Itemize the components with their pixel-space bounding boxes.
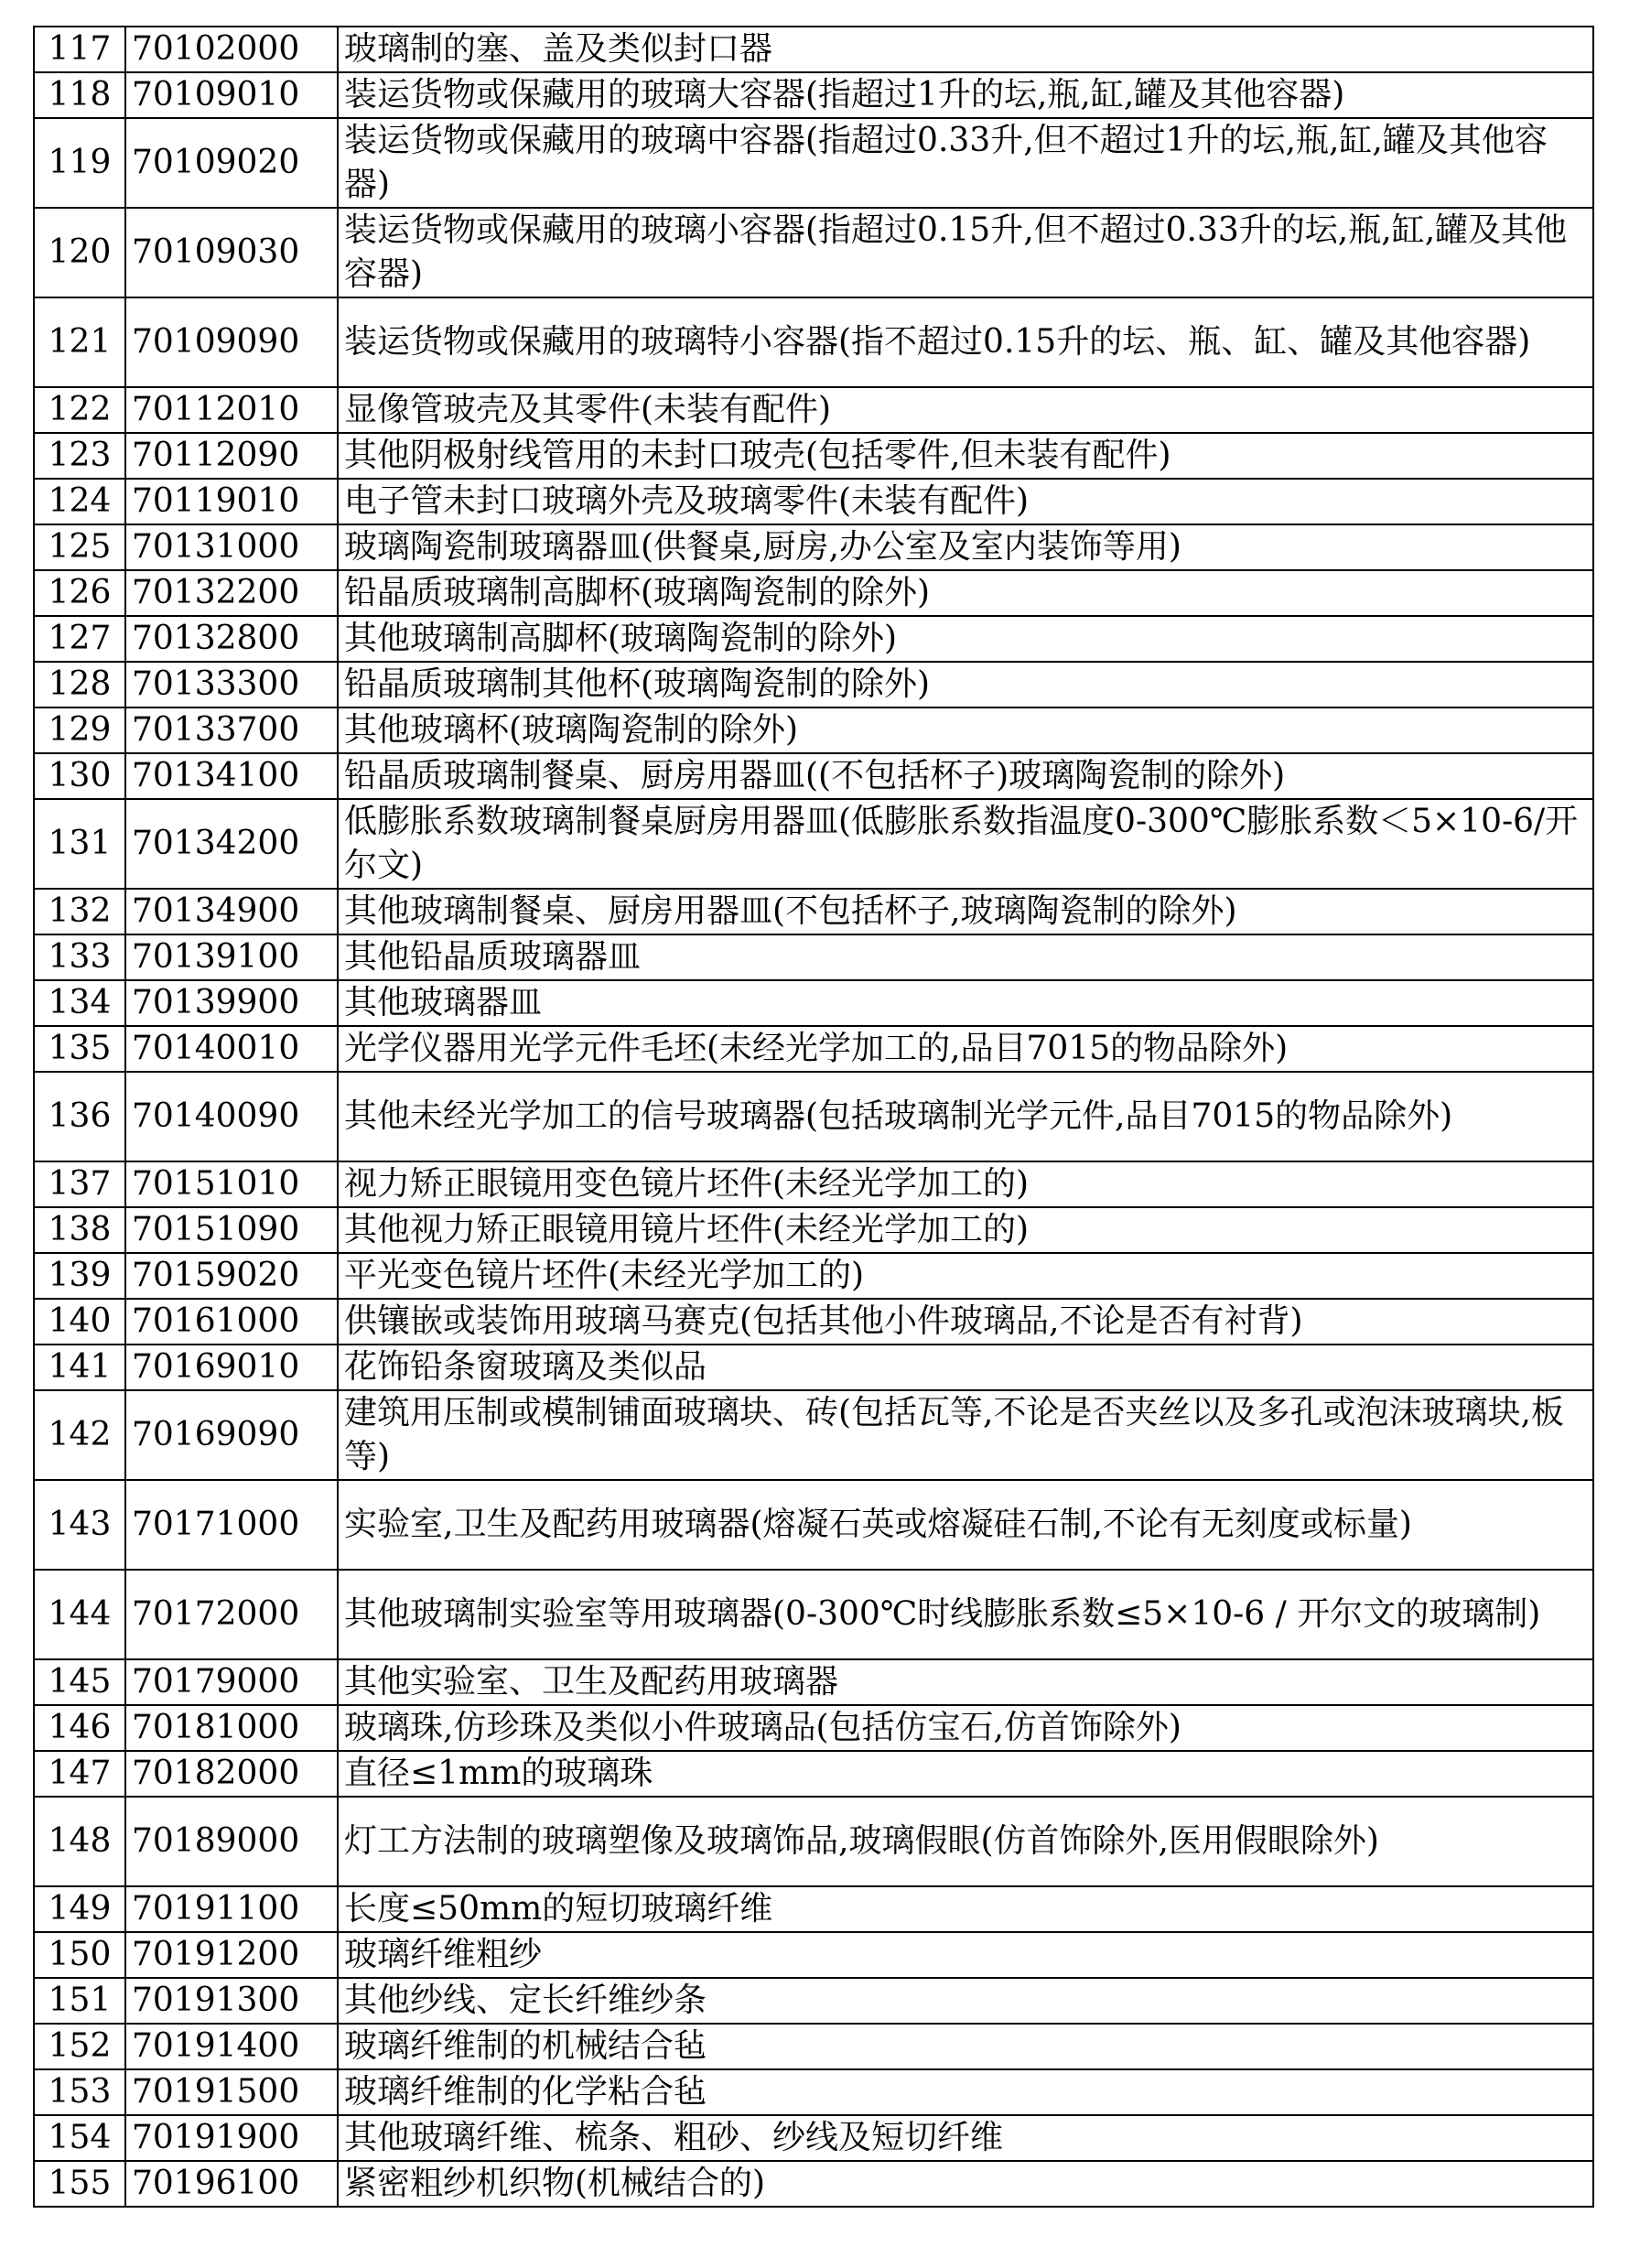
- hs-code-cell: 70151090: [125, 1207, 338, 1253]
- row-number-cell: 129: [34, 707, 125, 753]
- description-cell: 铅晶质玻璃制其他杯(玻璃陶瓷制的除外): [338, 662, 1593, 707]
- hs-code-cell: 70191200: [125, 1932, 338, 1978]
- description-cell: 视力矫正眼镜用变色镜片坯件(未经光学加工的): [338, 1161, 1593, 1207]
- description-cell: 灯工方法制的玻璃塑像及玻璃饰品,玻璃假眼(仿首饰除外,医用假眼除外): [338, 1797, 1593, 1886]
- row-number-cell: 142: [34, 1390, 125, 1480]
- table-row: [34, 72, 1593, 118]
- description-cell: 紧密粗纱机织物(机械结合的): [338, 2161, 1593, 2207]
- description-cell: 供镶嵌或装饰用玻璃马赛克(包括其他小件玻璃品,不论是否有衬背): [338, 1299, 1593, 1345]
- hs-code-cell: 70140090: [125, 1072, 338, 1161]
- table-row: [34, 1253, 1593, 1299]
- row-number-cell: 117: [34, 27, 125, 72]
- table-row: [34, 889, 1593, 934]
- row-number-cell: 149: [34, 1886, 125, 1932]
- table-row: [34, 1345, 1593, 1390]
- table-row: [34, 2161, 1593, 2207]
- description-cell: 光学仪器用光学元件毛坯(未经光学加工的,品目7015的物品除外): [338, 1026, 1593, 1072]
- table-row: [34, 2024, 1593, 2069]
- table-row: [34, 524, 1593, 570]
- table-row: [34, 1072, 1593, 1161]
- description-cell: 建筑用压制或模制铺面玻璃块、砖(包括瓦等,不论是否夹丝以及多孔或泡沫玻璃块,板等): [338, 1390, 1593, 1480]
- hs-code-cell: 70189000: [125, 1797, 338, 1886]
- hs-code-cell: 70109010: [125, 72, 338, 118]
- table-row: [34, 1886, 1593, 1932]
- hs-code-cell: 70191900: [125, 2115, 338, 2161]
- table-row: [34, 934, 1593, 980]
- hs-code-cell: 70102000: [125, 27, 338, 72]
- row-number-cell: 137: [34, 1161, 125, 1207]
- description-cell: 装运货物或保藏用的玻璃中容器(指超过0.33升,但不超过1升的坛,瓶,缸,罐及其他容器): [338, 118, 1593, 208]
- row-number-cell: 146: [34, 1705, 125, 1751]
- row-number-cell: 124: [34, 479, 125, 524]
- hs-code-cell: 70169010: [125, 1345, 338, 1390]
- row-number-cell: 119: [34, 118, 125, 208]
- table-row: [34, 1026, 1593, 1072]
- description-cell: 玻璃纤维制的化学粘合毡: [338, 2069, 1593, 2115]
- row-number-cell: 153: [34, 2069, 125, 2115]
- description-cell: 其他纱线、定长纤维纱条: [338, 1978, 1593, 2024]
- hs-code-cell: 70179000: [125, 1659, 338, 1705]
- row-number-cell: 135: [34, 1026, 125, 1072]
- hs-code-cell: 70139100: [125, 934, 338, 980]
- description-cell: 其他阴极射线管用的未封口玻壳(包括零件,但未装有配件): [338, 433, 1593, 479]
- description-cell: 装运货物或保藏用的玻璃小容器(指超过0.15升,但不超过0.33升的坛,瓶,缸,罐及其他容器): [338, 208, 1593, 297]
- hs-code-cell: 70172000: [125, 1570, 338, 1659]
- row-number-cell: 150: [34, 1932, 125, 1978]
- hs-code-cell: 70134100: [125, 753, 338, 799]
- description-cell: 其他玻璃杯(玻璃陶瓷制的除外): [338, 707, 1593, 753]
- hs-code-cell: 70161000: [125, 1299, 338, 1345]
- description-cell: 实验室,卫生及配药用玻璃器(熔凝石英或熔凝硅石制,不论有无刻度或标量): [338, 1480, 1593, 1570]
- description-cell: 花饰铅条窗玻璃及类似品: [338, 1345, 1593, 1390]
- row-number-cell: 131: [34, 799, 125, 889]
- table-row: [34, 1390, 1593, 1480]
- table-row: [34, 1705, 1593, 1751]
- description-cell: 玻璃纤维粗纱: [338, 1932, 1593, 1978]
- hs-code-cell: 70131000: [125, 524, 338, 570]
- table-row: [34, 2069, 1593, 2115]
- table-row: [34, 1299, 1593, 1345]
- row-number-cell: 140: [34, 1299, 125, 1345]
- row-number-cell: 147: [34, 1751, 125, 1797]
- description-cell: 电子管未封口玻璃外壳及玻璃零件(未装有配件): [338, 479, 1593, 524]
- row-number-cell: 138: [34, 1207, 125, 1253]
- document-page: [33, 26, 1594, 2208]
- row-number-cell: 148: [34, 1797, 125, 1886]
- table-row: [34, 707, 1593, 753]
- table-row: [34, 208, 1593, 297]
- description-cell: 显像管玻壳及其零件(未装有配件): [338, 387, 1593, 433]
- description-cell: 玻璃珠,仿珍珠及类似小件玻璃品(包括仿宝石,仿首饰除外): [338, 1705, 1593, 1751]
- description-cell: 其他玻璃纤维、梳条、粗砂、纱线及短切纤维: [338, 2115, 1593, 2161]
- hs-code-cell: 70191400: [125, 2024, 338, 2069]
- tariff-table: [33, 26, 1594, 2208]
- table-row: [34, 433, 1593, 479]
- hs-code-cell: 70169090: [125, 1390, 338, 1480]
- hs-code-cell: 70140010: [125, 1026, 338, 1072]
- hs-code-cell: 70109020: [125, 118, 338, 208]
- row-number-cell: 144: [34, 1570, 125, 1659]
- hs-code-cell: 70159020: [125, 1253, 338, 1299]
- table-row: [34, 1161, 1593, 1207]
- table-row: [34, 1570, 1593, 1659]
- table-row: [34, 753, 1593, 799]
- hs-code-cell: 70112090: [125, 433, 338, 479]
- row-number-cell: 141: [34, 1345, 125, 1390]
- row-number-cell: 133: [34, 934, 125, 980]
- hs-code-cell: 70119010: [125, 479, 338, 524]
- table-row: [34, 1797, 1593, 1886]
- table-row: [34, 27, 1593, 72]
- row-number-cell: 122: [34, 387, 125, 433]
- table-row: [34, 616, 1593, 662]
- table-row: [34, 297, 1593, 387]
- row-number-cell: 128: [34, 662, 125, 707]
- row-number-cell: 130: [34, 753, 125, 799]
- row-number-cell: 126: [34, 570, 125, 616]
- row-number-cell: 123: [34, 433, 125, 479]
- table-row: [34, 980, 1593, 1026]
- hs-code-cell: 70139900: [125, 980, 338, 1026]
- description-cell: 铅晶质玻璃制餐桌、厨房用器皿((不包括杯子)玻璃陶瓷制的除外): [338, 753, 1593, 799]
- hs-code-cell: 70171000: [125, 1480, 338, 1570]
- description-cell: 其他玻璃制高脚杯(玻璃陶瓷制的除外): [338, 616, 1593, 662]
- table-row: [34, 1207, 1593, 1253]
- description-cell: 玻璃制的塞、盖及类似封口器: [338, 27, 1593, 72]
- hs-code-cell: 70181000: [125, 1705, 338, 1751]
- tariff-table-body: [34, 27, 1593, 2207]
- hs-code-cell: 70196100: [125, 2161, 338, 2207]
- hs-code-cell: 70133700: [125, 707, 338, 753]
- table-row: [34, 1932, 1593, 1978]
- row-number-cell: 125: [34, 524, 125, 570]
- row-number-cell: 145: [34, 1659, 125, 1705]
- table-row: [34, 1480, 1593, 1570]
- row-number-cell: 136: [34, 1072, 125, 1161]
- table-row: [34, 118, 1593, 208]
- hs-code-cell: 70182000: [125, 1751, 338, 1797]
- row-number-cell: 139: [34, 1253, 125, 1299]
- table-row: [34, 387, 1593, 433]
- description-cell: 其他铅晶质玻璃器皿: [338, 934, 1593, 980]
- row-number-cell: 154: [34, 2115, 125, 2161]
- hs-code-cell: 70132200: [125, 570, 338, 616]
- row-number-cell: 120: [34, 208, 125, 297]
- description-cell: 装运货物或保藏用的玻璃特小容器(指不超过0.15升的坛、瓶、缸、罐及其他容器): [338, 297, 1593, 387]
- hs-code-cell: 70109090: [125, 297, 338, 387]
- table-row: [34, 479, 1593, 524]
- description-cell: 其他视力矫正眼镜用镜片坯件(未经光学加工的): [338, 1207, 1593, 1253]
- hs-code-cell: 70133300: [125, 662, 338, 707]
- table-row: [34, 2115, 1593, 2161]
- row-number-cell: 134: [34, 980, 125, 1026]
- description-cell: 长度≤50mm的短切玻璃纤维: [338, 1886, 1593, 1932]
- row-number-cell: 132: [34, 889, 125, 934]
- row-number-cell: 155: [34, 2161, 125, 2207]
- table-row: [34, 1659, 1593, 1705]
- hs-code-cell: 70191500: [125, 2069, 338, 2115]
- hs-code-cell: 70134900: [125, 889, 338, 934]
- table-row: [34, 799, 1593, 889]
- row-number-cell: 151: [34, 1978, 125, 2024]
- description-cell: 其他实验室、卫生及配药用玻璃器: [338, 1659, 1593, 1705]
- row-number-cell: 121: [34, 297, 125, 387]
- table-row: [34, 662, 1593, 707]
- hs-code-cell: 70151010: [125, 1161, 338, 1207]
- description-cell: 铅晶质玻璃制高脚杯(玻璃陶瓷制的除外): [338, 570, 1593, 616]
- hs-code-cell: 70132800: [125, 616, 338, 662]
- table-row: [34, 570, 1593, 616]
- row-number-cell: 118: [34, 72, 125, 118]
- hs-code-cell: 70191300: [125, 1978, 338, 2024]
- description-cell: 装运货物或保藏用的玻璃大容器(指超过1升的坛,瓶,缸,罐及其他容器): [338, 72, 1593, 118]
- row-number-cell: 152: [34, 2024, 125, 2069]
- description-cell: 其他未经光学加工的信号玻璃器(包括玻璃制光学元件,品目7015的物品除外): [338, 1072, 1593, 1161]
- description-cell: 平光变色镜片坯件(未经光学加工的): [338, 1253, 1593, 1299]
- description-cell: 其他玻璃制餐桌、厨房用器皿(不包括杯子,玻璃陶瓷制的除外): [338, 889, 1593, 934]
- description-cell: 低膨胀系数玻璃制餐桌厨房用器皿(低膨胀系数指温度0-300℃膨胀系数＜5×10-6/开尔文): [338, 799, 1593, 889]
- row-number-cell: 127: [34, 616, 125, 662]
- description-cell: 其他玻璃器皿: [338, 980, 1593, 1026]
- hs-code-cell: 70109030: [125, 208, 338, 297]
- table-row: [34, 1751, 1593, 1797]
- row-number-cell: 143: [34, 1480, 125, 1570]
- description-cell: 其他玻璃制实验室等用玻璃器(0-300℃时线膨胀系数≤5×10-6 / 开尔文的玻璃制): [338, 1570, 1593, 1659]
- description-cell: 直径≤1mm的玻璃珠: [338, 1751, 1593, 1797]
- description-cell: 玻璃陶瓷制玻璃器皿(供餐桌,厨房,办公室及室内装饰等用): [338, 524, 1593, 570]
- hs-code-cell: 70112010: [125, 387, 338, 433]
- table-row: [34, 1978, 1593, 2024]
- hs-code-cell: 70134200: [125, 799, 338, 889]
- hs-code-cell: 70191100: [125, 1886, 338, 1932]
- description-cell: 玻璃纤维制的机械结合毡: [338, 2024, 1593, 2069]
